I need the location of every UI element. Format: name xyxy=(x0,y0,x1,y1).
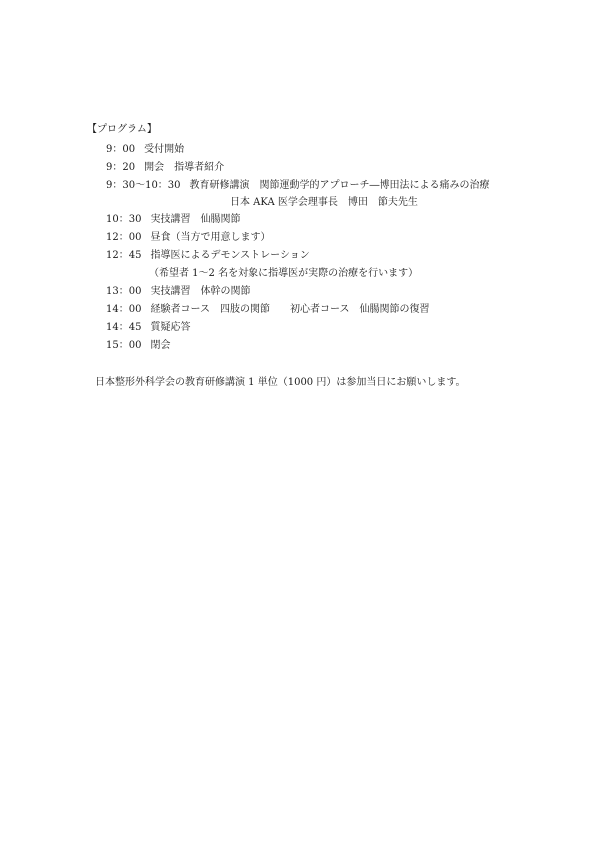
schedule-text: 昼食（当方で用意します） xyxy=(150,232,271,243)
schedule-row-lunch xyxy=(106,228,270,243)
schedule-row-reception xyxy=(106,140,184,155)
lecturer-line: 日本 AKA 医学会理事長 博田 節夫先生 xyxy=(230,197,418,208)
schedule-time: 14：00 xyxy=(106,304,142,315)
schedule-row-qa xyxy=(106,318,190,333)
schedule-text: 実技講習 仙腸関節 xyxy=(150,214,241,225)
schedule-time: 15：00 xyxy=(106,340,142,351)
schedule-time: 10：30 xyxy=(106,214,142,225)
schedule-time: 9：20 xyxy=(106,162,136,173)
schedule-time: 12：45 xyxy=(106,250,142,261)
schedule-text: 教育研修講演 関節運動学的アプローチ―博田法による痛みの治療 xyxy=(189,180,490,191)
demonstration-note: （希望者 1～2 名を対象に指導医が実際の治療を行います） xyxy=(149,268,419,279)
schedule-text: 指導医によるデモンストレーション xyxy=(150,250,310,261)
schedule-row-lecture xyxy=(106,176,490,191)
schedule-text: 実技講習 体幹の関節 xyxy=(150,286,251,297)
schedule-row-practice-trunk xyxy=(106,282,250,297)
schedule-time: 9：30～10：30 xyxy=(106,180,181,191)
schedule-text: 閉会 xyxy=(150,340,171,351)
program-heading: 【プログラム】 xyxy=(87,124,157,135)
schedule-text: 受付開始 xyxy=(144,144,185,155)
schedule-row-courses xyxy=(106,300,429,315)
schedule-row-closing xyxy=(106,336,170,351)
schedule-row-demonstration xyxy=(106,246,310,261)
schedule-text: 開会 指導者紹介 xyxy=(144,162,225,173)
schedule-time: 12：00 xyxy=(106,232,142,243)
schedule-time: 13：00 xyxy=(106,286,142,297)
schedule-row-practice-sacroiliac xyxy=(106,210,240,225)
schedule-time: 14：45 xyxy=(106,322,142,333)
credit-footnote: 日本整形外科学会の教育研修講演 1 単位（1000 円）は参加当日にお願いします。 xyxy=(95,377,466,388)
schedule-row-opening xyxy=(106,158,224,173)
schedule-time: 9：00 xyxy=(106,144,136,155)
schedule-text: 経験者コース 四肢の関節 初心者コース 仙腸関節の復習 xyxy=(150,304,430,315)
schedule-text: 質疑応答 xyxy=(150,322,191,333)
